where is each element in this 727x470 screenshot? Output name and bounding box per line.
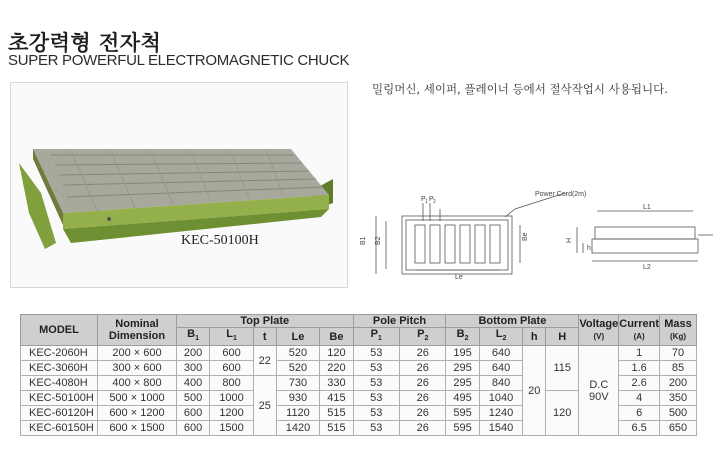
cell-mass: 350 bbox=[660, 391, 697, 406]
sub-be: Be bbox=[320, 328, 353, 346]
cell-h: 120 bbox=[546, 391, 579, 436]
cell-be: 515 bbox=[320, 421, 353, 436]
svg-text:2: 2 bbox=[433, 199, 436, 205]
cell-mass: 70 bbox=[660, 346, 697, 361]
table-row bbox=[21, 346, 697, 361]
cell-mass: 85 bbox=[660, 361, 697, 376]
cell-l1: 1200 bbox=[210, 406, 254, 421]
cell-nominal: 200 × 600 bbox=[98, 346, 177, 361]
cell-model: KEC-3060H bbox=[21, 361, 98, 376]
voltage-unit: (V) bbox=[593, 331, 605, 341]
col-current bbox=[619, 315, 660, 346]
cell-p2: 26 bbox=[400, 391, 446, 406]
cell-p1: 53 bbox=[353, 421, 399, 436]
cell-l2: 840 bbox=[479, 376, 523, 391]
cell-current: 6.5 bbox=[619, 421, 660, 436]
cell-b2: 595 bbox=[446, 421, 479, 436]
svg-text:H: H bbox=[566, 237, 573, 243]
svg-text:B2: B2 bbox=[375, 236, 382, 245]
mass-label: Mass bbox=[664, 317, 692, 330]
svg-text:1: 1 bbox=[425, 199, 428, 205]
page-subtitle: SUPER POWERFUL ELECTROMAGNETIC CHUCK bbox=[8, 52, 350, 69]
cell-p2: 26 bbox=[400, 406, 446, 421]
sub-p1: $P_1$ bbox=[353, 328, 399, 346]
page-title: 초강력형 전자척 bbox=[8, 31, 162, 55]
col-top-plate: Top Plate bbox=[177, 315, 354, 328]
sub-h: H bbox=[546, 328, 579, 346]
cell-voltage bbox=[579, 346, 619, 436]
cell-nominal: 600 × 1200 bbox=[98, 406, 177, 421]
svg-text:L1: L1 bbox=[643, 204, 651, 211]
col-bottom-plate: Bottom Plate bbox=[446, 315, 579, 328]
svg-text:P: P bbox=[421, 196, 426, 203]
sub-b1: $B_1$ bbox=[177, 328, 210, 346]
cell-model: KEC-60120H bbox=[21, 406, 98, 421]
cell-le: 730 bbox=[276, 376, 320, 391]
cell-h-small: 20 bbox=[523, 346, 546, 436]
cell-l2: 1040 bbox=[479, 391, 523, 406]
cell-current: 1.6 bbox=[619, 361, 660, 376]
svg-text:Be: Be bbox=[522, 232, 529, 241]
cell-nominal: 500 × 1000 bbox=[98, 391, 177, 406]
cell-b1: 300 bbox=[177, 361, 210, 376]
cell-b2: 195 bbox=[446, 346, 479, 361]
table-header-row bbox=[21, 315, 697, 328]
cell-b2: 295 bbox=[446, 361, 479, 376]
sub-b2: $B_2$ bbox=[446, 328, 479, 346]
svg-text:Le: Le bbox=[455, 274, 463, 281]
cell-model: KEC-4080H bbox=[21, 376, 98, 391]
svg-text:L2: L2 bbox=[643, 264, 651, 271]
cell-le: 1120 bbox=[276, 406, 320, 421]
cell-le: 520 bbox=[276, 346, 320, 361]
cell-t: 22 bbox=[253, 346, 276, 376]
cell-mass: 650 bbox=[660, 421, 697, 436]
cell-mass: 500 bbox=[660, 406, 697, 421]
cell-l1: 1500 bbox=[210, 421, 254, 436]
sub-le: Le bbox=[276, 328, 320, 346]
model-label: KEC-50100H bbox=[181, 233, 259, 248]
cell-be: 220 bbox=[320, 361, 353, 376]
cell-b2: 295 bbox=[446, 376, 479, 391]
cell-p1: 53 bbox=[353, 391, 399, 406]
col-pole-pitch: Pole Pitch bbox=[353, 315, 446, 328]
cell-be: 330 bbox=[320, 376, 353, 391]
cell-current: 2.6 bbox=[619, 376, 660, 391]
cell-b1: 600 bbox=[177, 406, 210, 421]
cell-l1: 600 bbox=[210, 346, 254, 361]
cell-mass: 200 bbox=[660, 376, 697, 391]
cell-p2: 26 bbox=[400, 421, 446, 436]
cell-model: KEC-60150H bbox=[21, 421, 98, 436]
cell-be: 515 bbox=[320, 406, 353, 421]
cell-be: 120 bbox=[320, 346, 353, 361]
cell-be: 415 bbox=[320, 391, 353, 406]
col-voltage bbox=[579, 315, 619, 346]
cell-model: KEC-50100H bbox=[21, 391, 98, 406]
sub-p2: $P_2$ bbox=[400, 328, 446, 346]
cell-le: 1420 bbox=[276, 421, 320, 436]
cell-l1: 1000 bbox=[210, 391, 254, 406]
cell-p1: 53 bbox=[353, 406, 399, 421]
cell-model: KEC-2060H bbox=[21, 346, 98, 361]
svg-text:B1: B1 bbox=[360, 236, 367, 245]
sub-h-small: h bbox=[523, 328, 546, 346]
product-photo bbox=[10, 82, 348, 288]
cell-h: 115 bbox=[546, 346, 579, 391]
cell-nominal: 300 × 600 bbox=[98, 361, 177, 376]
svg-text:Power Cord(2m): Power Cord(2m) bbox=[535, 191, 587, 198]
cell-current: 1 bbox=[619, 346, 660, 361]
sub-l1: $L_1$ bbox=[210, 328, 254, 346]
voltage-line1: D.C bbox=[589, 378, 609, 391]
col-model: MODEL bbox=[21, 315, 98, 346]
cell-le: 930 bbox=[276, 391, 320, 406]
cell-p2: 26 bbox=[400, 346, 446, 361]
col-mass bbox=[660, 315, 697, 346]
cell-l2: 1240 bbox=[479, 406, 523, 421]
cell-b1: 500 bbox=[177, 391, 210, 406]
svg-text:P: P bbox=[429, 196, 434, 203]
mass-unit: (Kg) bbox=[670, 331, 686, 341]
cell-b1: 400 bbox=[177, 376, 210, 391]
svg-text:h: h bbox=[587, 245, 591, 252]
voltage-label: Voltage bbox=[579, 317, 619, 330]
cell-le: 520 bbox=[276, 361, 320, 376]
cell-b2: 495 bbox=[446, 391, 479, 406]
col-nominal: Nominal Dimension bbox=[98, 315, 177, 346]
cell-p2: 26 bbox=[400, 376, 446, 391]
cell-t: 25 bbox=[253, 376, 276, 436]
cell-b1: 200 bbox=[177, 346, 210, 361]
technical-drawing bbox=[355, 183, 715, 283]
current-unit: (A) bbox=[633, 331, 645, 341]
cell-l1: 600 bbox=[210, 361, 254, 376]
current-label: Current bbox=[619, 317, 659, 330]
cell-current: 4 bbox=[619, 391, 660, 406]
cell-l2: 640 bbox=[479, 346, 523, 361]
voltage-line2: 90V bbox=[589, 390, 609, 403]
cell-b2: 595 bbox=[446, 406, 479, 421]
cell-nominal: 600 × 1500 bbox=[98, 421, 177, 436]
sub-l2: $L_2$ bbox=[479, 328, 523, 346]
cell-l1: 800 bbox=[210, 376, 254, 391]
cell-current: 6 bbox=[619, 406, 660, 421]
cell-b1: 600 bbox=[177, 421, 210, 436]
cell-nominal: 400 × 800 bbox=[98, 376, 177, 391]
cell-l2: 640 bbox=[479, 361, 523, 376]
usage-description: 밀링머신, 세이퍼, 플레이너 등에서 절삭작업시 사용됩니다. bbox=[372, 82, 668, 96]
cell-p1: 53 bbox=[353, 376, 399, 391]
cell-p2: 26 bbox=[400, 361, 446, 376]
cell-l2: 1540 bbox=[479, 421, 523, 436]
cell-p1: 53 bbox=[353, 361, 399, 376]
chuck-illustration bbox=[11, 83, 347, 287]
spec-table bbox=[20, 314, 697, 436]
cell-p1: 53 bbox=[353, 346, 399, 361]
sub-t: t bbox=[253, 328, 276, 346]
